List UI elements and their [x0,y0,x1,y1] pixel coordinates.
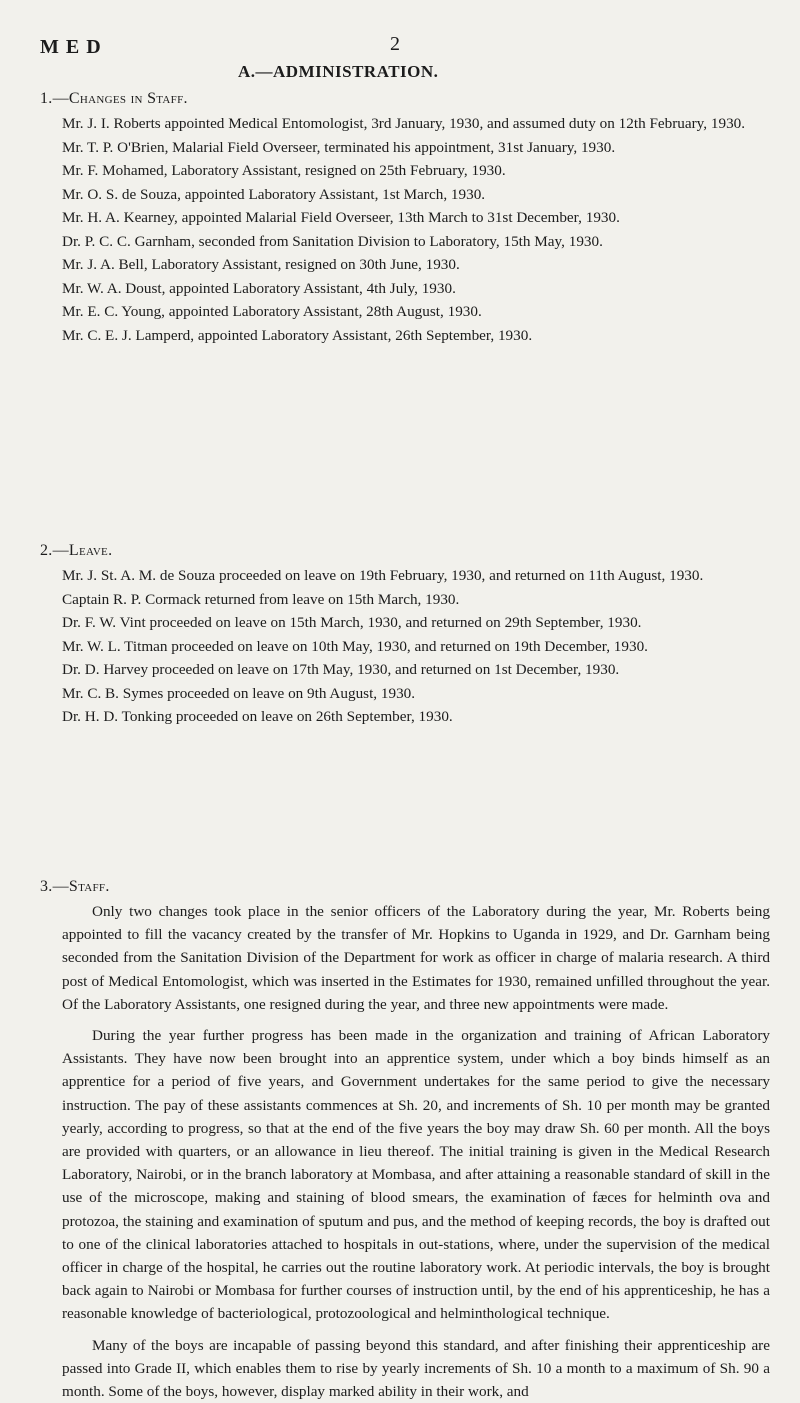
body-paragraph: Many of the boys are incapable of passing beyond this standard, and after finishing their apprenticeship are passed into Grade II, which enables them to rise by yearly increments of Sh. 10 a month to a maximum of Sh. 90 a month. Some of the boys, however, display marked ability in their work, and [62,1336,770,1401]
leave-entry: Dr. H. D. Tonking proceeded on leave on 26th September, 1930. [62,708,453,725]
page-heading: A.—ADMINISTRATION. [238,62,439,81]
section-title: 3.—Staff. [40,878,110,895]
staff-entry: Mr. J. A. Bell, Laboratory Assistant, resigned on 30th June, 1930. [62,256,460,273]
body-paragraph: During the year further progress has been made in the organization and training of African Laboratory Assistants. They have now been brought into an apprentice system, under which a boy binds himself as an apprentice for a period of five years, and Government undertakes for the same period to give the necessary instruction. The pay of these assistants commences at Sh. 20, and increments of Sh. 10 per month may be granted yearly, according to progress, so that at the end of the five years the boy may draw Sh. 60 per month. All the boys are provided with quarters, or an allowance in lieu thereof. The initial training is given in the Medical Research Laboratory, Nairobi, or in the branch laboratory at Mombasa, and after attaining a reasonable standard of skill in the use of the microscope, making and staining of blood smears, the examination of fæces for helminth ova and protozoa, the staining and examination of sputum and pus, and the method of keeping records, the boy is drafted out to one of the clinical laboratories attached to hospitals in out-stations, where, under the supervision of the medical officer in charge of the hospital, he carries out the routine laboratory work. At periodic intervals, the boy is brought back again to Nairobi or Mombasa for further courses of instruction until, by the end of his apprenticeship, he has a reasonable knowledge of bacteriological, protozoological and helminthological technique. [62,1027,770,1323]
section-changes-in-staff [40,86,770,347]
staff-entry: Mr. F. Mohamed, Laboratory Assistant, resigned on 25th February, 1930. [62,162,506,179]
leave-entry: Mr. C. B. Symes proceeded on leave on 9th August, 1930. [62,684,416,702]
header-code: M E D [40,36,102,58]
staff-entry: Mr. C. E. J. Lamperd, appointed Laboratory Assistant, 26th September, 1930. [62,326,533,344]
staff-entry: Mr. O. S. de Souza, appointed Laboratory Assistant, 1st March, 1930. [62,185,486,203]
leave-entry: Mr. W. L. Titman proceeded on leave on 10th May, 1930, and returned on 19th December, 1930. [62,637,648,655]
leave-entry: Mr. J. St. A. M. de Souza proceeded on leave on 19th February, 1930, and returned on 11th August, 1930. [62,567,704,584]
section-leave [40,538,770,729]
section-title: 2.—Leave. [40,542,113,559]
section-staff [40,874,770,1403]
leave-entry: Captain R. P. Cormack returned from leave on 15th March, 1930. [62,590,460,608]
section-title: 1.—Changes in Staff. [40,90,188,107]
page-number: 2 [390,33,400,55]
staff-entry: Mr. H. A. Kearney, appointed Malarial Field Overseer, 13th March to 31st December, 1930. [62,209,620,226]
staff-entry: Mr. T. P. O'Brien, Malarial Field Overseer, terminated his appointment, 31st January, 1930. [62,138,616,156]
leave-entry: Dr. D. Harvey proceeded on leave on 17th May, 1930, and returned on 1st December, 1930. [62,661,620,678]
staff-entry: Mr. J. I. Roberts appointed Medical Entomologist, 3rd January, 1930, and assumed duty on 12th February, 1930. [62,115,746,132]
staff-entry: Mr. W. A. Doust, appointed Laboratory Assistant, 4th July, 1930. [62,279,456,297]
staff-entry: Dr. P. C. C. Garnham, seconded from Sanitation Division to Laboratory, 15th May, 1930. [62,232,603,250]
staff-entry: Mr. E. C. Young, appointed Laboratory Assistant, 28th August, 1930. [62,303,482,320]
body-paragraph: Only two changes took place in the senior officers of the Laboratory during the year, Mr. Roberts being appointed to fill the vacancy created by the transfer of Mr. Hopkins to Uganda in 1929, and Dr. Garnham being seconded from the Sanitation Division of the Department for work as officer in charge of malaria research. A third post of Medical Entomologist, which was inserted in the Estimates for 1930, remained unfilled throughout the year. Of the Laboratory Assistants, one resigned during the year, and three new appointments were made. [62,903,770,1013]
leave-entry: Dr. F. W. Vint proceeded on leave on 15th March, 1930, and returned on 29th September, 1930. [62,614,642,631]
